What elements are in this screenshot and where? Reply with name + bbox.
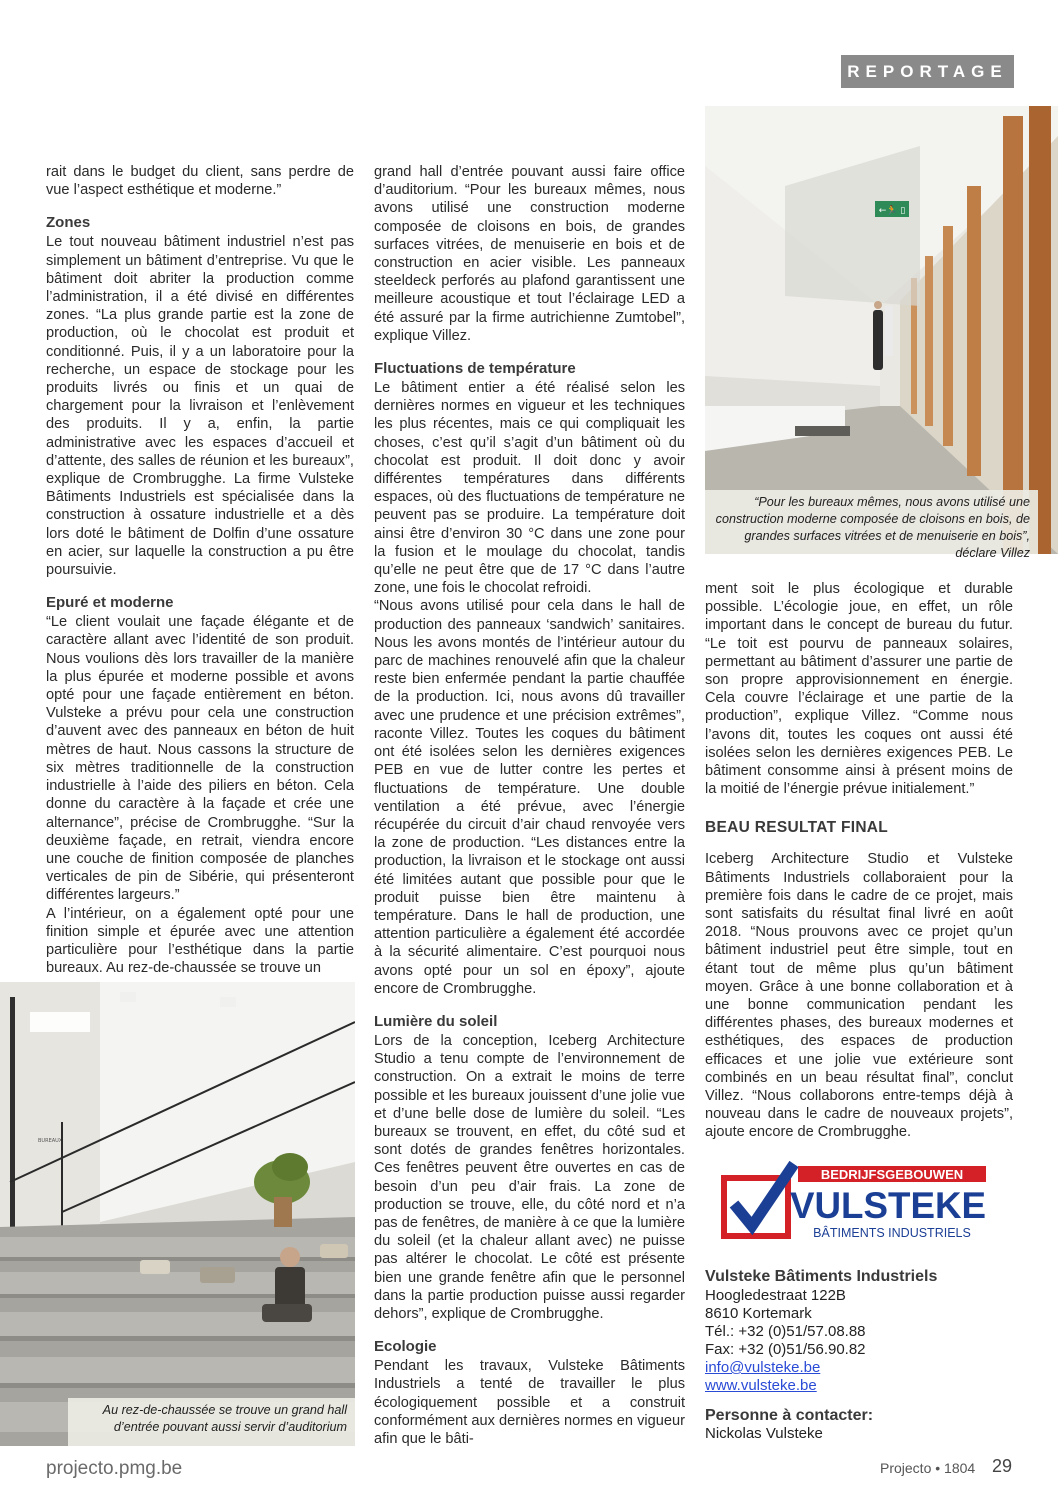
fax-number: Fax: +32 (0)51/56.90.82 [705, 1341, 866, 1358]
stairs-caption: Au rez-de-chaussée se trouve un grand hall d’entrée pouvant aussi servir d’auditorium [68, 1398, 355, 1446]
paragraph: Lors de la conception, Iceberg Architecture Studio a tenu compte de l’environnement de construction. On a extrait le moins de terre possible et les bureaux jouissent d’une jolie vue et d’une belle dose de lumière du soleil. “Les bureaux se trouvent, en effet, du côté sud et sont dotés de grandes fenêtres horizontales. Ces fenêtres peuvent être ouvertes en cas de besoin d’un peu d’air frais. La zone de production se trouve, elle, du côté nord et n’a pas de fenêtres, de manière à ce que la lumière du soleil (et la chaleur allant avec) ne puisse pas altérer le chocolat. Le côté est présente bien une grande fenêtre afin que le personnel dans la partie production puisse aussi regarder dehors”, explique de Crombrugghe. [374, 1032, 685, 1322]
svg-text:BEDRIJFSGEBOUWEN: BEDRIJFSGEBOUWEN [820, 1167, 964, 1182]
contact-person-heading: Personne à contacter: [705, 1407, 874, 1424]
article-column-2 [374, 163, 685, 1448]
svg-text:BUREAUX: BUREAUX [38, 1138, 63, 1144]
street-address: Hoogledestraat 122B [705, 1287, 846, 1304]
section-tag: REPORTAGE [841, 55, 1014, 88]
paragraph: “Nous avons utilisé pour cela dans le hall de production des panneaux ‘sandwich’ sanitaires. Nous les avons montés de l’intérieur autour du parc de machines renouvelé afin que la chaleur reste bien enfermée pendant la partie chauffée de la production. Ici, nous avons dû travailler avec une prudence et une précision extrêmes”, raconte Villez. Toutes les coques du bâtiment ont été isolées selon les dernières exigences PEB en vue de lutter contre les pertes et fluctuations de température. Une double ventilation a été prévue, avec l’énergie récupérée du circuit d’air chaud renvoyée vers la zone de production. “Les distances entre la production, la livraison et le stockage ont aussi été limitées autant que possible pour que le produit puisse bien être maintenu à température. Dans le hall de production, une attention particulière a également été accordée à la sécurité alimentaire. C’est pourquoi nous avons opté pour un sol en époxy”, ajoute encore de Crombrugghe. [374, 598, 685, 997]
contact-person-name: Nickolas Vulsteke [705, 1425, 823, 1442]
paragraph: A l’intérieur, on a également opté pour une finition simple et épurée avec une attention particulière pour l’esthétique dans la partie bureaux. Au rez-de-chaussée se trouve un [46, 905, 354, 977]
subheading-zones: Zones [46, 214, 91, 232]
subheading-final: BEAU RESULTAT FINAL [705, 819, 889, 837]
footer-site-link[interactable]: projecto.pmg.be [46, 1458, 183, 1479]
website-link[interactable]: www.vulsteke.be [705, 1377, 817, 1394]
corridor-caption: “Pour les bureaux mêmes, nous avons utilisé une construction moderne composée de cloisons en bois, de grandes surfaces vitrées et de menuiserie en bois”, déclare Villez [705, 490, 1038, 554]
paragraph: Le bâtiment entier a été réalisé selon les dernières normes en vigueur et les techniques les plus récentes, mais ce qui compliquait les choses, c’est qu’il s’agit d’un bâtiment où du chocolat est produit. Il doit donc y avoir différentes températures dans différents espaces, où des fluctuations de température ne peuvent pas se produire. La température doit ainsi être d’environ 30 °C dans une zone pour la fusion et le moulage du chocolat, tandis qu’elle ne peut être que de 17 °C dans l’autre zone, une fois le chocolat refroidi. [374, 380, 685, 597]
paragraph: Iceberg Architecture Studio et Vulsteke Bâtiments Industriels collaboraient pour la première fois dans le cadre de ce projet, mais sont satisfaits du résultat final livré en août 2018. “Nous prouvons avec ce projet qu’un bâtiment industriel peut être simple, tout en étant tout de même plus qu’un bâtiment moyen. Grâce à une bonne collaboration et à une bonne communication pendant les différentes phases, des bureaux modernes et esthétiques, des espaces de production efficaces et une jolie vue extérieure sont combinés en un beau résultat final”, conclut Villez. “Nous collaborons entre-temps déjà à nouveau dans le cadre de nouveaux projets”, ajoute encore de Crombrugghe. [705, 851, 1013, 1141]
svg-text:←🏃 ▯: ←🏃 ▯ [878, 206, 906, 216]
corridor-photo [705, 106, 1058, 554]
contact-block [705, 1268, 1005, 1443]
paragraph: rait dans le budget du client, sans perdre de vue l’aspect esthétique et moderne.” [46, 164, 354, 199]
phone-number: Tél.: +32 (0)51/57.08.88 [705, 1323, 866, 1340]
email-link[interactable]: info@vulsteke.be [705, 1359, 821, 1376]
company-name: Vulsteke Bâtiments Industriels [705, 1268, 938, 1285]
subheading-ecologie: Ecologie [374, 1338, 437, 1356]
footer-magazine-issue: Projecto • 1804 [880, 1460, 976, 1476]
article-column-1 [46, 163, 354, 977]
subheading-epure: Epuré et moderne [46, 594, 174, 612]
paragraph: grand hall d’entrée pouvant aussi faire office d’auditorium. “Pour les bureaux mêmes, nous avons utilisé une construction moderne composée de cloisons en bois, de grandes surfaces vitrées, de menuiserie en bois et de construction en acier visible. Les panneaux steeldeck perforés au plafond garantissent une meilleure acoustique et tout l’éclairage LED a été assuré par la firme autrichienne Zumtobel”, explique Villez. [374, 164, 685, 344]
svg-text:BÂTIMENTS INDUSTRIELS: BÂTIMENTS INDUSTRIELS [813, 1226, 971, 1240]
city-address: 8610 Kortemark [705, 1305, 812, 1322]
subheading-fluctuations: Fluctuations de température [374, 360, 576, 378]
paragraph: Pendant les travaux, Vulsteke Bâtiments Industriels a tenté de travailler le plus écologiquement possible et a construit conformément aux dernières normes en vigueur afin que le bâti- [374, 1358, 685, 1447]
page-number: 29 [992, 1456, 1013, 1476]
article-column-3 [705, 580, 1013, 1142]
subheading-soleil: Lumière du soleil [374, 1012, 498, 1030]
svg-text:VULSTEKE: VULSTEKE [790, 1185, 986, 1226]
paragraph: Le tout nouveau bâtiment industriel n’est pas simplement un bâtiment d’entreprise. Vu que le bâtiment doit abriter la production comme l’administration, il a été divisé en différentes zones. “La plus grande partie est la zone de production, où le chocolat est produit et conditionné. Puis, il y a un laboratoire pour la recherche, un espace de stockage pour les produits livrés ou finis et un quai de chargement pour la livraison et l’enlèvement des produits. Il y a, enfin, la partie administrative avec les espaces d’accueil et d’attente, des salles de réunion et les bureaux”, explique de Crombrugghe. La firme Vulsteke Bâtiments Industriels est spécialisée dans la construction à ossature industrielle et a dès lors doté le bâtiment de Dolfin d’une ossature en acier, sur laquelle la construction a pu être poursuivie. [46, 234, 354, 579]
vulsteke-logo [720, 1160, 990, 1244]
paragraph: ment soit le plus écologique et durable possible. L’écologie joue, en effet, un rôle important dans le concept de bureau du futur. “Le toit est pourvu de panneaux solaires, permettant au bâtiment d’assurer une partie de son propre approvisionnement en énergie. Cela couvre l’éclairage et une partie de la production”, explique Villez. “Comme nous l’avons dit, toutes les coques ont aussi été isolées selon les dernières exigences PEB. Le bâtiment consomme ainsi à présent moins de la moitié de l’énergie prévue initialement.” [705, 581, 1013, 798]
stairs-photo [0, 982, 355, 1446]
paragraph: “Le client voulait une façade élégante et de caractère allant avec l’identité de son produit. Nous voulions dès lors travailler de la manière la plus épurée et moderne possible et avons opté pour une façade entièrement en béton. Vulsteke a prévu pour cela une construction d’auvent avec des panneaux en béton de huit mètres de haut. Nous cassons la structure de six mètres traditionnelle de la construction industrielle à l’aide des piliers en béton. Cela donne du caractère à la façade et crée une alternance”, précise de Crombrugghe. “Sur la deuxième façade, en retrait, viendra encore une couche de finition composée de planches verticales de pin de Sibérie, qui présenteront différentes largeurs.” [46, 614, 354, 904]
